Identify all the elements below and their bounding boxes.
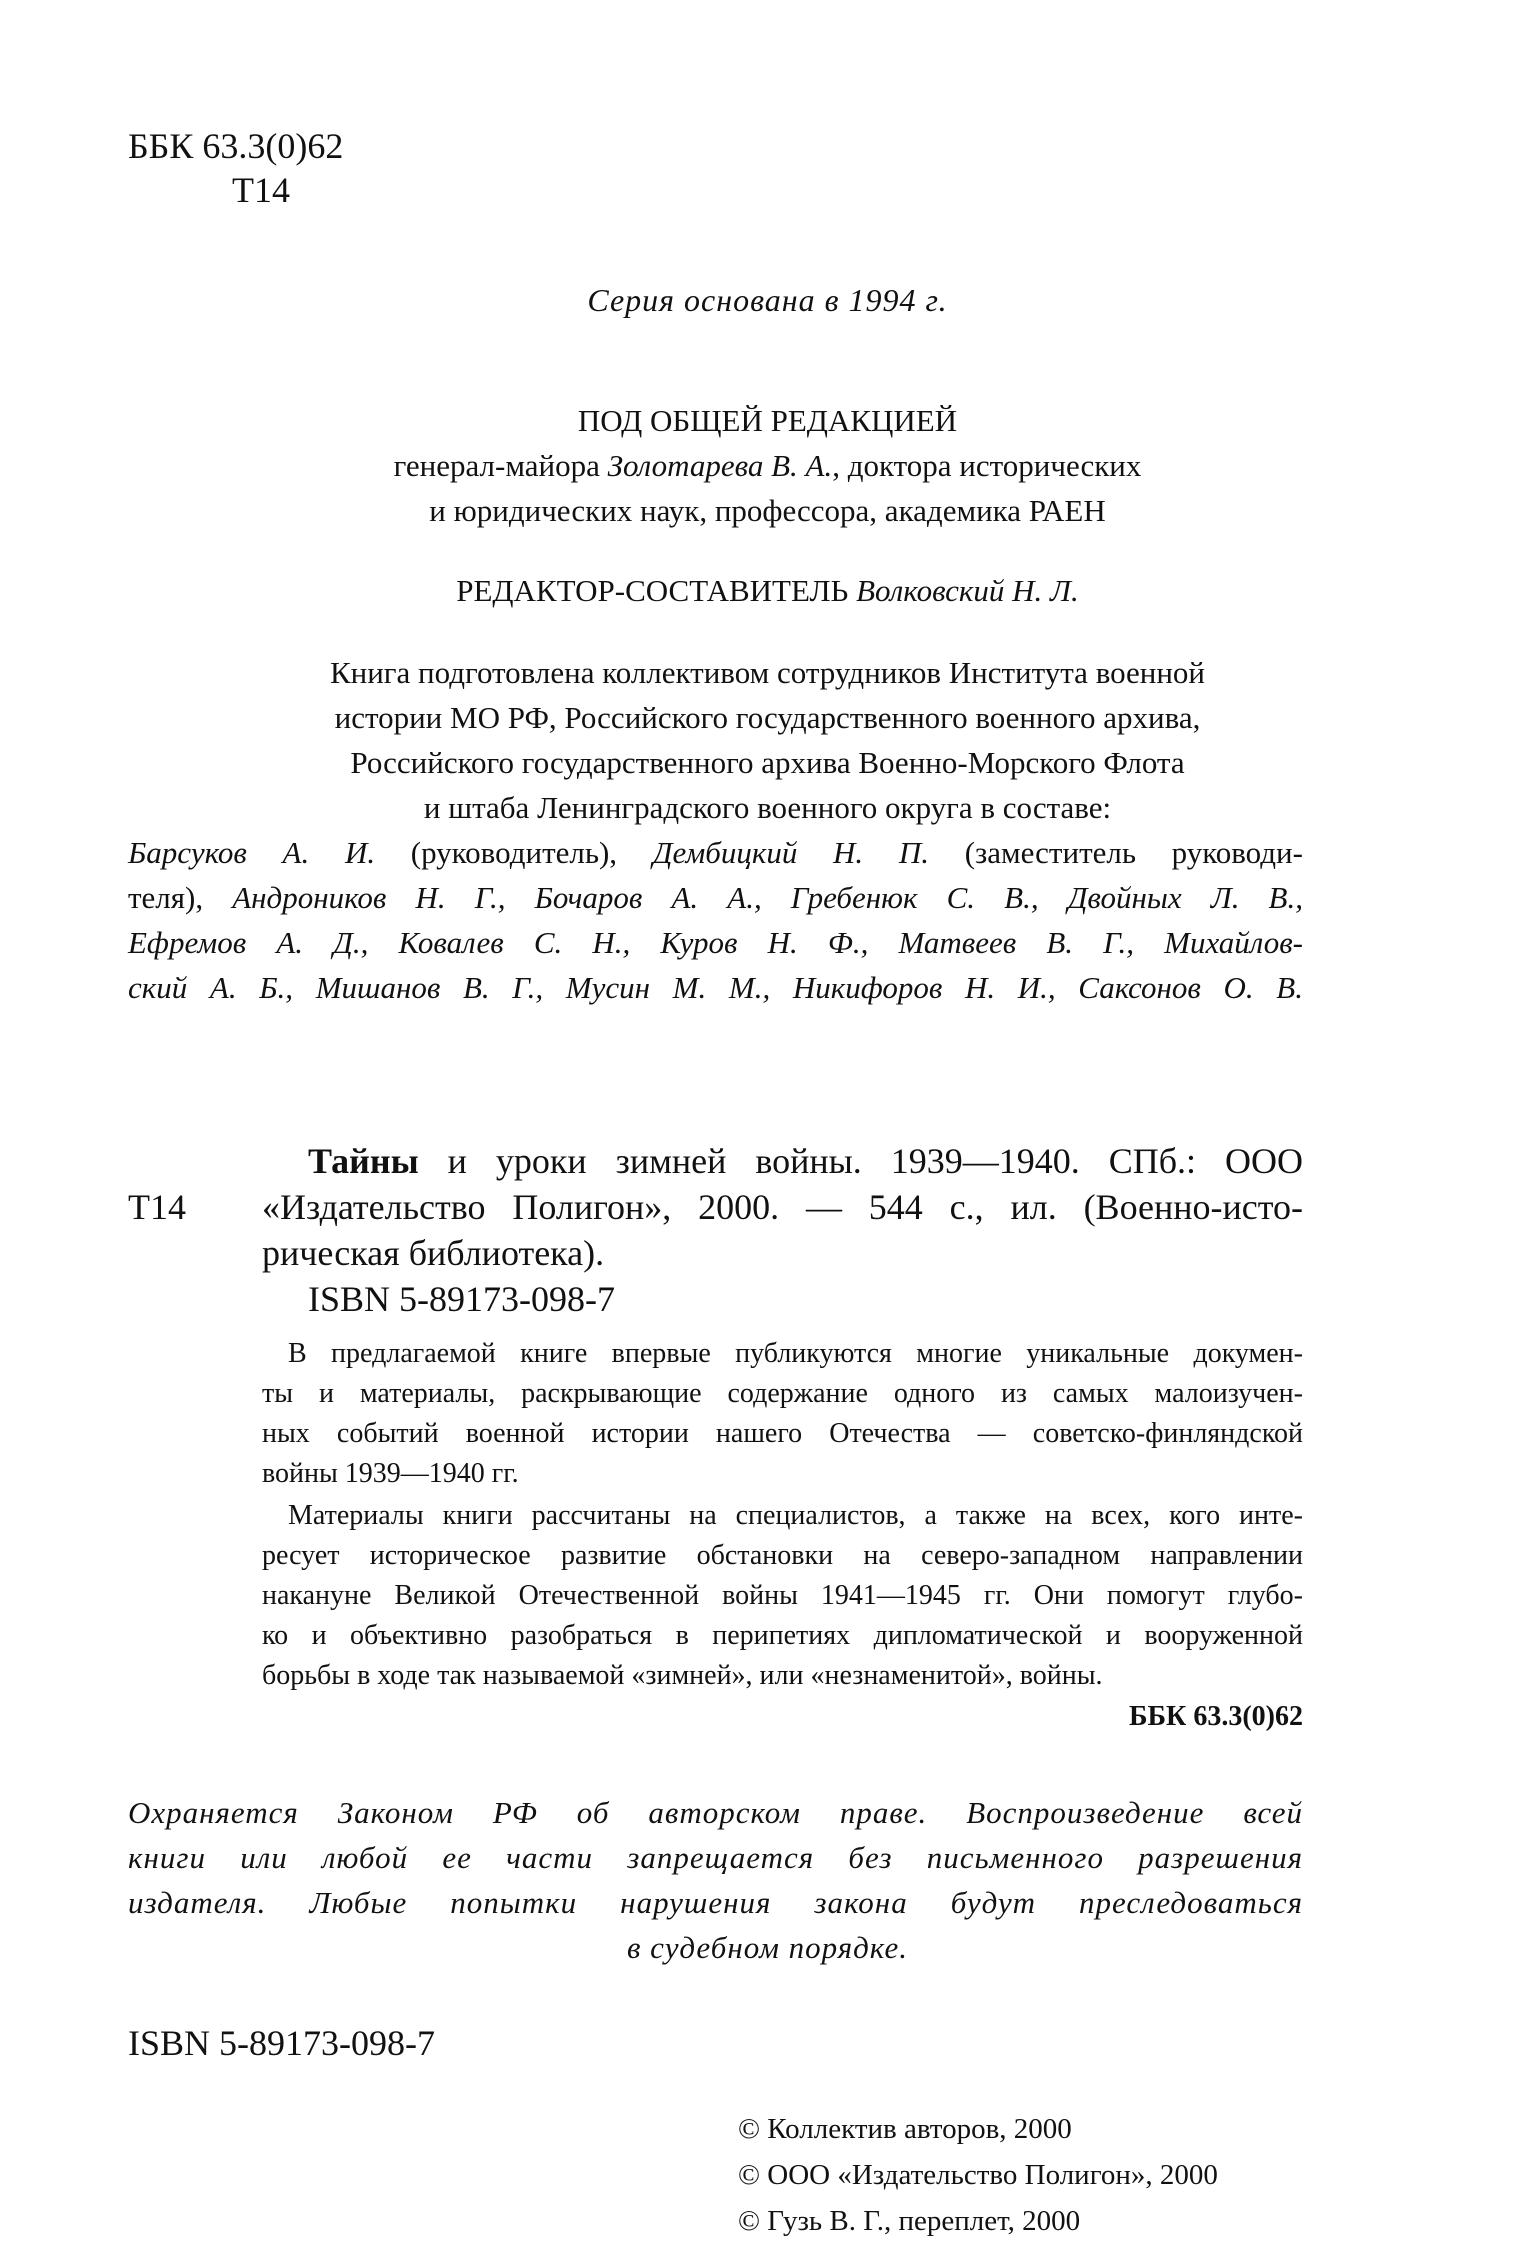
copyright-notice-line: книги или любой ее части запрещается без письменного разрешения <box>128 1840 1303 1875</box>
abstract-line: войны 1939—1940 гг. <box>262 1458 519 1489</box>
abstract-line: ко и объективно разобраться в перипетиях дипломатической и вооруженной <box>262 1620 1303 1651</box>
authors-line: Барсуков А. И. (руководитель), Дембицкий Н. П. (заместитель руководи- <box>128 835 1303 870</box>
series-note: Серия основана в 1994 г. <box>587 282 948 318</box>
general-editor-line1: генерал-майора Золотарева В. А., доктора исторических <box>393 448 1142 483</box>
copyright-line: © Коллектив авторов, 2000 <box>738 2113 1072 2145</box>
author-sign: Т14 <box>232 170 290 210</box>
copyright-notice-line: издателя. Любые попытки нарушения закона будут преследоваться <box>128 1885 1303 1920</box>
prepared-by-line: Российского государственного архива Военно-Морского Флота <box>350 745 1185 780</box>
prepared-by-line: и штаба Ленинградского военного округа в составе: <box>423 790 1112 825</box>
editor-compiler-name: Волковский Н. Л. <box>856 573 1079 608</box>
catalog-line: рическая библиотека). <box>262 1233 605 1273</box>
copyright-line: © Гузь В. Г., переплет, 2000 <box>738 2205 1081 2237</box>
catalog-title-line: Тайны и уроки зимней войны. 1939—1940. СПб.: ООО <box>308 1141 1303 1181</box>
authors-line: теля), Андроников Н. Г., Бочаров А. А., Гребенюк С. В., Двойных Л. В., <box>128 880 1303 915</box>
copyright-notice-line: Охраняется Законом РФ об авторском праве. Воспроизведение всей <box>128 1795 1303 1830</box>
authors-line: Ефремов А. Д., Ковалев С. Н., Куров Н. Ф., Матвеев В. Г., Михайлов- <box>128 925 1303 960</box>
isbn: ISBN 5-89173-098-7 <box>128 2023 435 2063</box>
copyright-notice-line: в судебном порядке. <box>626 1930 909 1965</box>
catalog-line: «Издательство Полигон», 2000. — 544 с., ил. (Военно-исто- <box>262 1187 1303 1227</box>
catalog-isbn: ISBN 5-89173-098-7 <box>308 1279 615 1319</box>
abstract-line: ресует историческое развитие обстановки на северо-западном направлении <box>262 1540 1303 1571</box>
general-editor-name: Золотарева В. А. <box>607 448 833 483</box>
catalog-author-sign: Т14 <box>128 1187 186 1227</box>
abstract-line: ных событий военной истории нашего Отечества — советско-финляндской <box>262 1418 1303 1449</box>
copyright-line: © ООО «Издательство Полигон», 2000 <box>738 2159 1218 2191</box>
abstract-line: накануне Великой Отечественной войны 1941—1945 гг. Они помогут глубо- <box>262 1580 1303 1611</box>
catalog-title-bold: Тайны <box>308 1141 419 1181</box>
bbk-code: ББК 63.3(0)62 <box>128 126 344 166</box>
abstract-line: ты и материалы, раскрывающие содержание одного из самых малоизучен- <box>262 1378 1303 1409</box>
general-editor-line2: и юридических наук, профессора, академика РАЕН <box>429 493 1106 528</box>
abstract-line: Материалы книги рассчитаны на специалистов, а также на всех, кого инте- <box>288 1500 1303 1531</box>
catalog-bbk: ББК 63.3(0)62 <box>1129 1701 1303 1732</box>
prepared-by-line: Книга подготовлена коллективом сотрудников Института военной <box>329 655 1206 690</box>
authors-line: ский А. Б., Мишанов В. Г., Мусин М. М., Никифоров Н. И., Саксонов О. В. <box>128 970 1303 1005</box>
prepared-by-line: истории МО РФ, Российского государственного военного архива, <box>334 700 1201 735</box>
abstract-line: В предлагаемой книге впервые публикуются многие уникальные докумен- <box>288 1338 1303 1369</box>
general-editorship-heading: ПОД ОБЩЕЙ РЕДАКЦИЕЙ <box>577 403 958 438</box>
abstract-line: борьбы в ходе так называемой «зимней», или «незнаменитой», войны. <box>262 1660 1103 1691</box>
editor-compiler: РЕДАКТОР-СОСТАВИТЕЛЬ Волковский Н. Л. <box>456 573 1079 608</box>
